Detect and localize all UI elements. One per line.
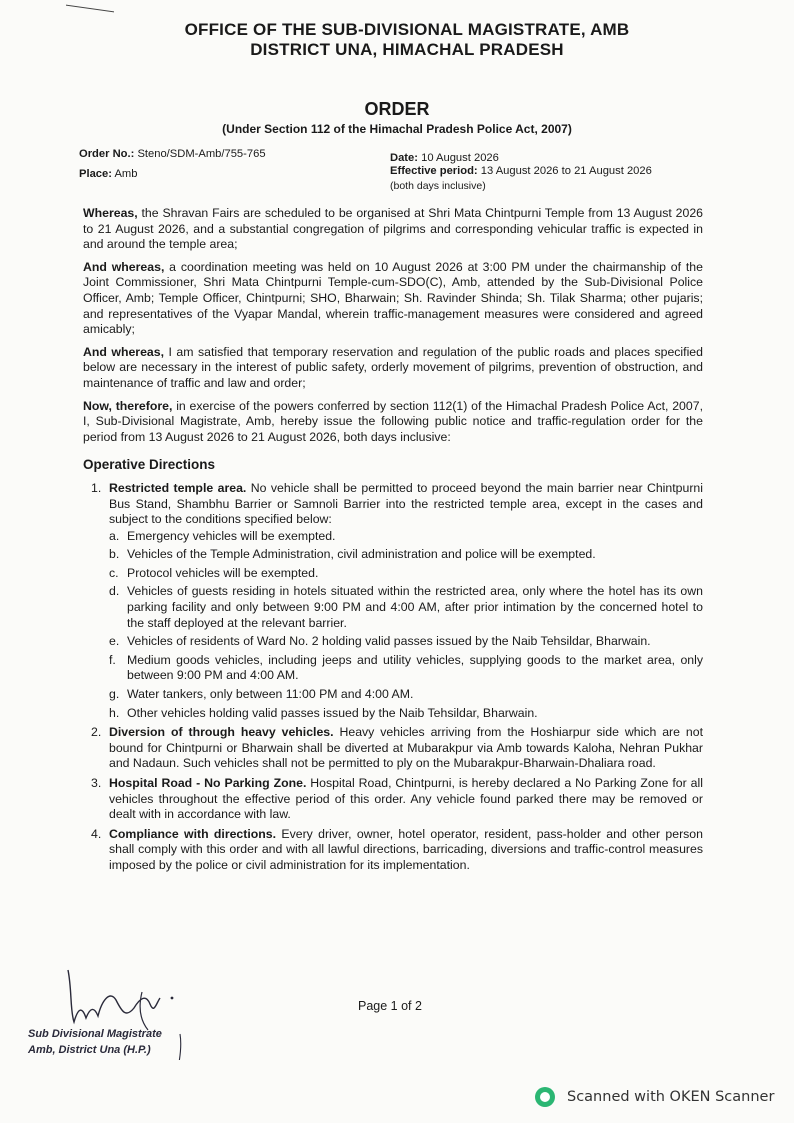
exemption-letter: c. xyxy=(109,565,119,580)
direction-item xyxy=(83,725,703,772)
order-title: ORDER xyxy=(364,99,430,119)
exemption-item xyxy=(109,529,703,545)
exemption-text: Protocol vehicles will be exempted. xyxy=(127,565,319,580)
direction-number: 3. xyxy=(91,776,102,790)
direction-text: Hospital Road, Chintpurni, is hereby declared a No Parking Zone for all vehicles throughout the effective period of this order. Any vehicle found parked there may be removed or dealt with in accordance with law. xyxy=(109,776,703,822)
scanner-watermark xyxy=(535,1087,774,1107)
direction-item xyxy=(83,776,703,823)
corner-mark xyxy=(66,0,114,12)
effective-note: (both days inclusive) xyxy=(390,180,486,192)
exemption-letter: h. xyxy=(109,705,120,720)
exemption-list xyxy=(109,529,703,722)
direction-heading: Compliance with directions. xyxy=(109,826,277,841)
effective-label: Effective period: xyxy=(390,165,478,177)
exemption-item xyxy=(109,584,703,631)
recital-paragraph xyxy=(83,345,703,392)
recital-lead: And whereas, xyxy=(83,259,165,274)
direction-text: Every driver, owner, hotel operator, resident, pass-holder and other person shall comply with this order and with all lawful directions, barricading, diversions and traffic-control measures imposed by the police or civil administration for its implementation. xyxy=(109,826,703,872)
order-body xyxy=(83,206,703,878)
date-label: Date: xyxy=(390,152,418,164)
exemption-item xyxy=(109,706,703,722)
signature-office: Amb, District Una (H.P.) xyxy=(28,1044,151,1056)
exemption-letter: e. xyxy=(109,634,120,649)
recital-text: I am satisfied that temporary reservation and regulation of the public roads and places specified below are necessary in the interest of public safety, orderly movement of pilgrims, prevention of obstruction, and maintenance of traffic and law and order; xyxy=(83,344,703,390)
exemption-text: Emergency vehicles will be exempted. xyxy=(127,528,336,543)
direction-item xyxy=(83,481,703,721)
exemption-item xyxy=(109,634,703,650)
order-subtitle: (Under Section 112 of the Himachal Pradesh Police Act, 2007) xyxy=(222,122,572,136)
recital-text: the Shravan Fairs are scheduled to be organised at Shri Mata Chintpurni Temple from 13 August 2026 to 21 August 2026, and a substantial congregation of pilgrims and corresponding vehicular traffic is expected in and around the temple area; xyxy=(83,206,703,252)
recital-paragraph xyxy=(83,399,703,446)
recital-lead: Now, therefore, xyxy=(83,398,173,413)
exemption-item xyxy=(109,687,703,703)
exemption-item xyxy=(109,566,703,582)
exemption-text: Vehicles of residents of Ward No. 2 holding valid passes issued by the Naib Tehsildar, Bharwain. xyxy=(127,634,651,649)
recital-paragraph xyxy=(83,260,703,338)
recital-paragraph xyxy=(83,206,703,253)
recital-text: a coordination meeting was held on 10 August 2026 at 3:00 PM under the chairmanship of the Joint Commissioner, Shri Mata Chintpurni Temple-cum-SDO(C), Amb, attended by the Sub-Divisional Police Officer, Amb; Temple Officer, Chintpurni; SHO, Bharwain; Sh. Ravinder Shinda; Sh. Tilak Sharma; other pujaris; and representatives of the Vyapar Mandal, wherein traffic-management measures were considered and agreed amicably; xyxy=(83,259,703,337)
direction-number: 4. xyxy=(91,826,102,841)
direction-heading: Diversion of through heavy vehicles. xyxy=(109,725,334,740)
direction-heading: Restricted temple area. xyxy=(109,480,247,495)
operative-directions-title: Operative Directions xyxy=(83,457,216,473)
scanner-logo-icon xyxy=(535,1087,555,1107)
recital-lead: And whereas, xyxy=(83,344,165,359)
exemption-letter: d. xyxy=(109,584,120,599)
direction-text: No vehicle shall be permitted to proceed beyond the main barrier near Chintpurni Bus Stand, Shambhu Barrier or Samnoli Barrier into the restricted temple area, except in the cases and subject to the conditions specified below: xyxy=(109,480,704,527)
order-number-value: Steno/SDM-Amb/755-765 xyxy=(137,148,266,160)
exemption-letter: f. xyxy=(109,652,116,667)
exemption-text: Medium goods vehicles, including jeeps and utility vehicles, supplying goods to the market area, only between 9:00 PM and 4:00 AM. xyxy=(127,652,703,683)
exemption-text: Other vehicles holding valid passes issued by the Naib Tehsildar, Bharwain. xyxy=(127,705,538,720)
office-header-line2: DISTRICT UNA, HIMACHAL PRADESH xyxy=(250,40,564,59)
direction-text: Heavy vehicles arriving from the Hoshiarpur side which are not bound for Chintpurni or Bharwain shall be diverted at Mubarakpur via Amb towards Kaloha, Nehran Pukhar and Nadaun. Such vehicles shall not be permitted to ply on the Mubarakpur-Bharwain-Dhaliara road. xyxy=(109,725,703,771)
date-value: 10 August 2026 xyxy=(421,152,499,164)
direction-number: 1. xyxy=(91,480,102,495)
scanner-text: Scanned with OKEN Scanner xyxy=(567,1089,775,1105)
direction-heading: Hospital Road - No Parking Zone. xyxy=(109,776,307,790)
recital-lead: Whereas, xyxy=(83,206,138,220)
exemption-item xyxy=(109,653,703,684)
exemption-text: Water tankers, only between 11:00 PM and 4:00 AM. xyxy=(127,687,414,702)
exemption-letter: g. xyxy=(109,687,120,702)
order-number xyxy=(79,147,266,161)
exemption-text: Vehicles of guests residing in hotels situated within the restricted area, only where the hotel has its own parking facility and only between 9:00 PM and 4:00 AM, after prior intimation by the concerned hotel to the staff deployed at the relevant barrier. xyxy=(127,584,703,630)
office-header-line1: OFFICE OF THE SUB-DIVISIONAL MAGISTRATE, AMB xyxy=(184,20,630,39)
exemption-item xyxy=(109,547,703,563)
direction-number: 2. xyxy=(91,725,102,740)
exemption-letter: a. xyxy=(109,528,120,543)
place xyxy=(79,167,137,181)
recital-text: in exercise of the powers conferred by section 112(1) of the Himachal Pradesh Police Act, 2007, I, Sub-Divisional Magistrate, Amb, hereby issue the following public notice and traffic-regulation order for the period from 13 August 2026 to 21 August 2026, both days inclusive: xyxy=(83,398,703,444)
effective-period xyxy=(390,164,652,178)
direction-item xyxy=(83,827,703,874)
exemption-text: Vehicles of the Temple Administration, civil administration and police will be exempted. xyxy=(127,547,596,562)
order-date xyxy=(390,151,499,165)
signature-designation: Sub Divisional Magistrate xyxy=(28,1028,162,1040)
order-number-label: Order No.: xyxy=(79,148,135,160)
page-number: Page 1 of 2 xyxy=(358,999,422,1013)
exemption-letter: b. xyxy=(109,547,120,562)
place-label: Place: xyxy=(79,168,112,180)
directions-list xyxy=(83,481,703,874)
effective-value: 13 August 2026 to 21 August 2026 xyxy=(480,165,652,177)
place-value: Amb xyxy=(114,168,138,180)
